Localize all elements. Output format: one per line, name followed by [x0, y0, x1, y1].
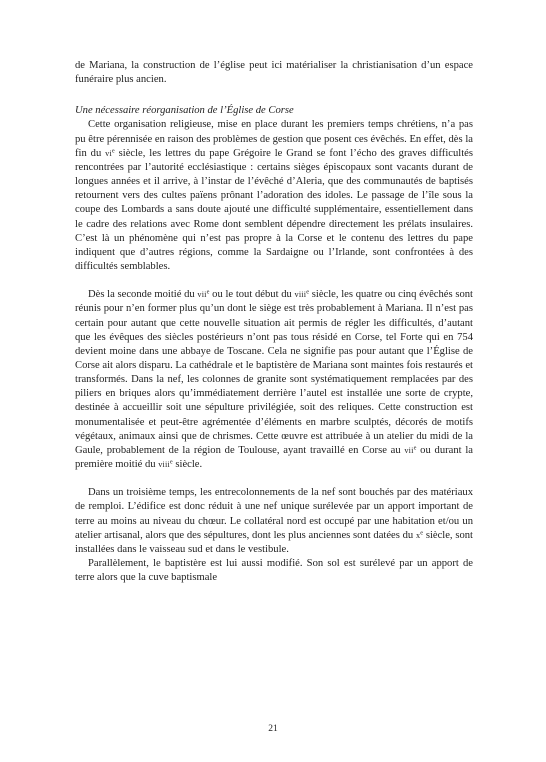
paragraph-troisieme-temps [75, 486, 473, 557]
century-numeral: x [415, 530, 421, 540]
ordinal-suffix: e [206, 288, 210, 296]
section-heading: Une nécessaire réorganisation de l’Église de Corse [75, 105, 294, 117]
page-body [75, 59, 473, 585]
century-numeral: vii [197, 290, 207, 300]
ordinal-suffix: e [169, 458, 173, 466]
paragraph-baptistere: Parallèlement, le baptistère est lui aussi modifié. Son sol est surélevé par un apport de terre alors que la cuve baptismale [75, 558, 473, 584]
text-run: siècle, les lettres du pape Grégoire le Grand se font l’écho des graves difficultés rencontrées par l’autorité ecclésiastique : certains sièges épiscopaux sont vacants durant de longues années et il arrive, à l’instar de l’évêché d’Aleria, que des communautés de baptisés retournent vers des cultes païens prônant l’adoration des idoles. Le passage de l’île sous la coupe des Lombards a sans doute ajouté une difficulté supplémentaire, essentiellement dans le cadre des relations avec Rome dont semblent dépendre directement les prélats insulaires. C’est là un phénomène qui n’est pas propre à la Corse et le contenu des lettres du pape indiquent que d’autres régions, comme la Sardaigne ou l’Irlande, sont confrontées à des difficultés semblables. [75, 147, 473, 273]
ordinal-suffix: e [420, 529, 424, 537]
text-run: Dès la seconde moitié du [88, 289, 198, 301]
paragraph-organisation [75, 118, 473, 274]
century-numeral: viii [294, 290, 307, 300]
ordinal-suffix: e [306, 288, 310, 296]
paragraph-continuation: de Mariana, la construction de l’église peut ici matérialiser la christianisation d’un espace funéraire plus ancien. [75, 60, 473, 86]
text-run: ou durant la première moitié du [75, 444, 473, 471]
century-numeral: vii [404, 445, 414, 455]
text-run: Dans un troisième temps, les entrecolonnements de la nef sont bouchés par des matériaux de remploi. L’édifice est donc réduit à une nef unique surélevée par un apport important de terre au moins au niveau du chœur. Le collatéral nord est occupé par une habitation et/ou un atelier artisanal, alors que des sépultures, dont les plus anciennes sont datées du [75, 487, 473, 541]
text-run: siècle, sont installées dans le vaisseau sud et dans le vestibule. [75, 529, 473, 555]
text-run: siècle. [172, 459, 203, 471]
ordinal-suffix: e [413, 444, 417, 452]
ordinal-suffix: e [111, 147, 115, 155]
text-run: siècle, les quatre ou cinq évêchés sont réunis pour n’en former plus qu’un dont le siège est très probablement à Mariana. Il n’est pas certain pour autant que cette nouvelle situation ait permis de régler les difficultés, d’autant que les évêques des siècles postérieurs n’ont pas tous résidé en Corse, tel Forte qui en 754 devient moine dans une abbaye de Toscane. Cela ne signifie pas pour autant que l’Église de Corse ait alors disparu. La cathédrale et le baptistère de Mariana sont maintes fois restaurés et transformés. Dans la nef, les colonnes de granite sont systématiquement remplacées par des piliers en briques alors qu’immédiatement derrière l’autel est installée une sorte de crypte, destinée à accueillir soit une sépulture privilégiée, soit des reliques. Cette construction est monumentalisée et peut-être agrémentée d’éléments en marbre sculptés, décorés de motifs végétaux, animaux ainsi que de chrismes. Cette œuvre est attribuée à un atelier du midi de la Gaule, probablement de la région de Toulouse, ayant travaillé en Corse au [75, 289, 473, 456]
century-numeral: viii [158, 460, 170, 470]
page-number: 21 [268, 724, 278, 734]
text-run: ou le tout début du [209, 289, 295, 301]
paragraph-eveches [75, 288, 473, 472]
century-numeral: vi [105, 148, 112, 158]
text-run: Cette organisation religieuse, mise en place durant les premiers temps chrétiens, n’a pas pu être pérennisée en raison des problèmes de gestion que posent ces évêchés. En effet, dès la fin du [75, 119, 473, 159]
